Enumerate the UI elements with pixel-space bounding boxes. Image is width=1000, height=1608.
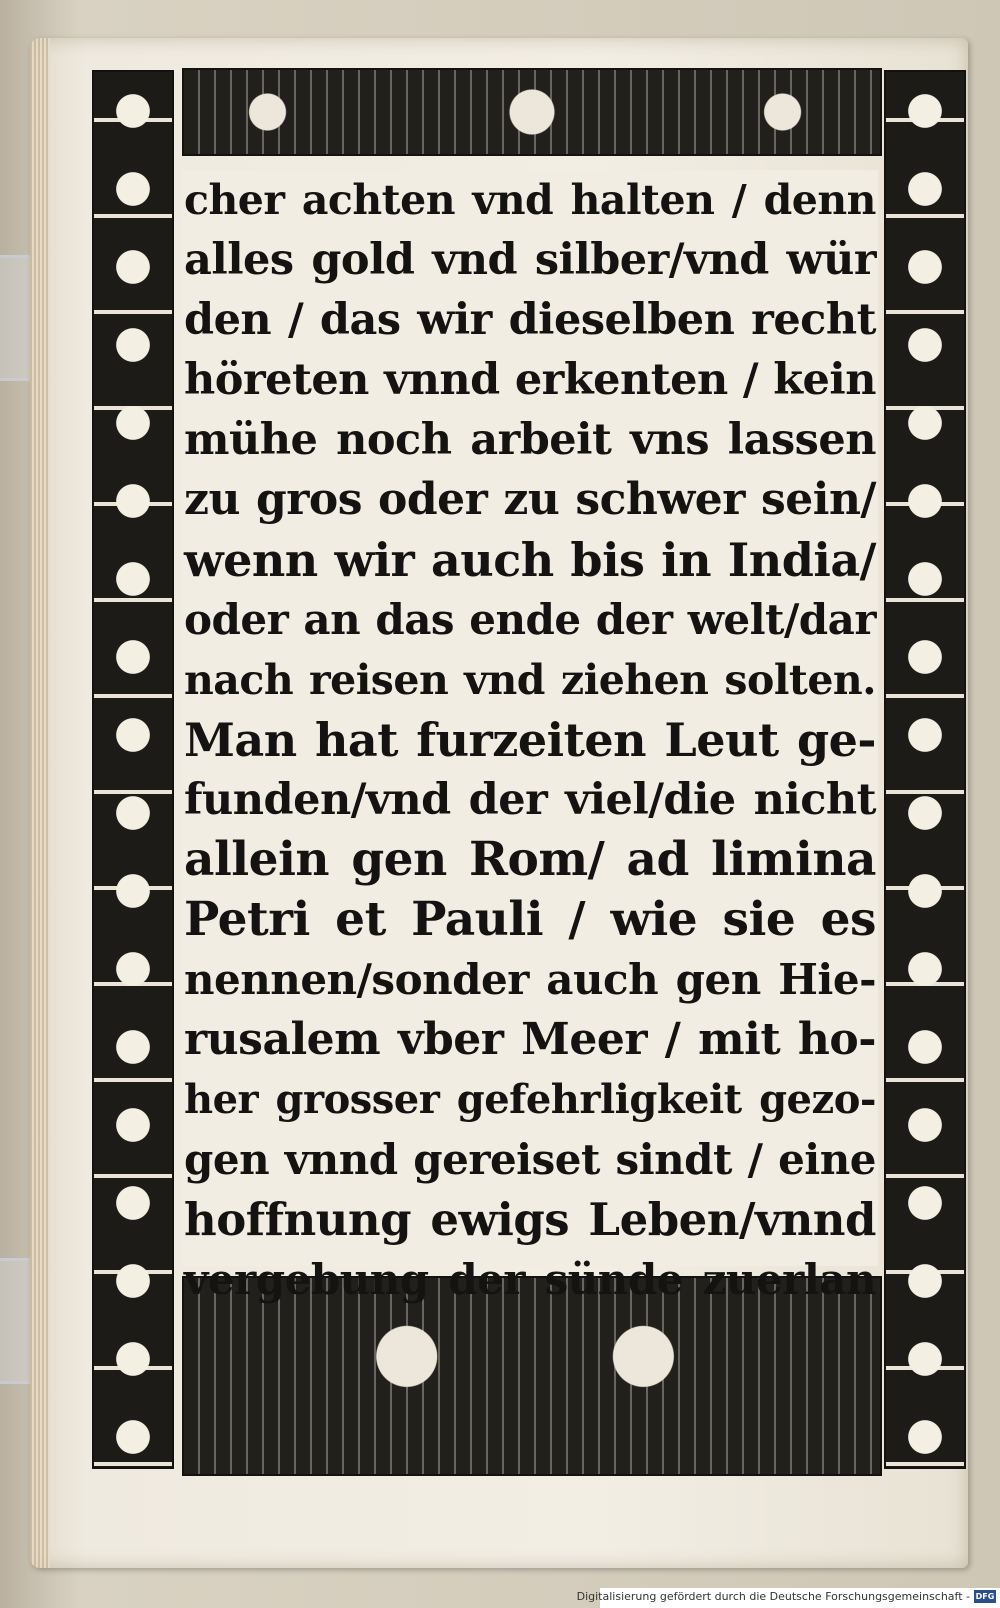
text-line: allein gen Rom/ ad limina [184,832,876,887]
text-line: höreten vnnd erkenten / kein [184,355,876,405]
text-line: gen vnnd gereiset sindt / eine [184,1135,876,1184]
text-line: funden/vnd der viel/die nicht [184,775,876,825]
text-line: Petri et Pauli / wie sie es [184,892,876,947]
text-line: her grosser gefehrligkeit gezo- [184,1076,876,1123]
text-line: cher achten vnd halten / denn [184,176,876,224]
text-line: den / das wir dieselben recht [184,295,876,345]
text-line: hoffnung ewigs Leben/vnnd [184,1193,876,1246]
text-line: nach reisen vnd ziehen solten. [184,656,876,704]
text-line: oder an das ende der welt/dar [184,595,876,644]
text-line: nennen/sonder auch gen Hie- [184,955,876,1004]
text-line: wenn wir auch bis in India/ [184,533,876,587]
dfg-logo: DFG [975,1592,995,1601]
digitization-credit: Digitalisierung gefördert durch die Deutsche Forschungsgemeinschaft - [576,1590,970,1603]
right-ornamental-pillar [884,70,966,1469]
fraktur-text-block [182,170,878,1304]
woodcut-border-frame [86,62,970,1472]
text-line: alles gold vnd silber/vnd wür [184,235,876,285]
text-line: mühe noch arbeit vns lassen [184,415,876,465]
top-ornamental-band [182,68,882,156]
text-line: rusalem vber Meer / mit ho- [184,1014,876,1065]
text-line: Man hat furzeiten Leut ge- [184,713,876,767]
text-line: vergebung der sünde zuerlan [184,1255,876,1304]
left-ornamental-pillar [92,70,174,1469]
page-edges [30,38,50,1568]
text-line: zu gros oder zu schwer sein/ [184,474,876,525]
